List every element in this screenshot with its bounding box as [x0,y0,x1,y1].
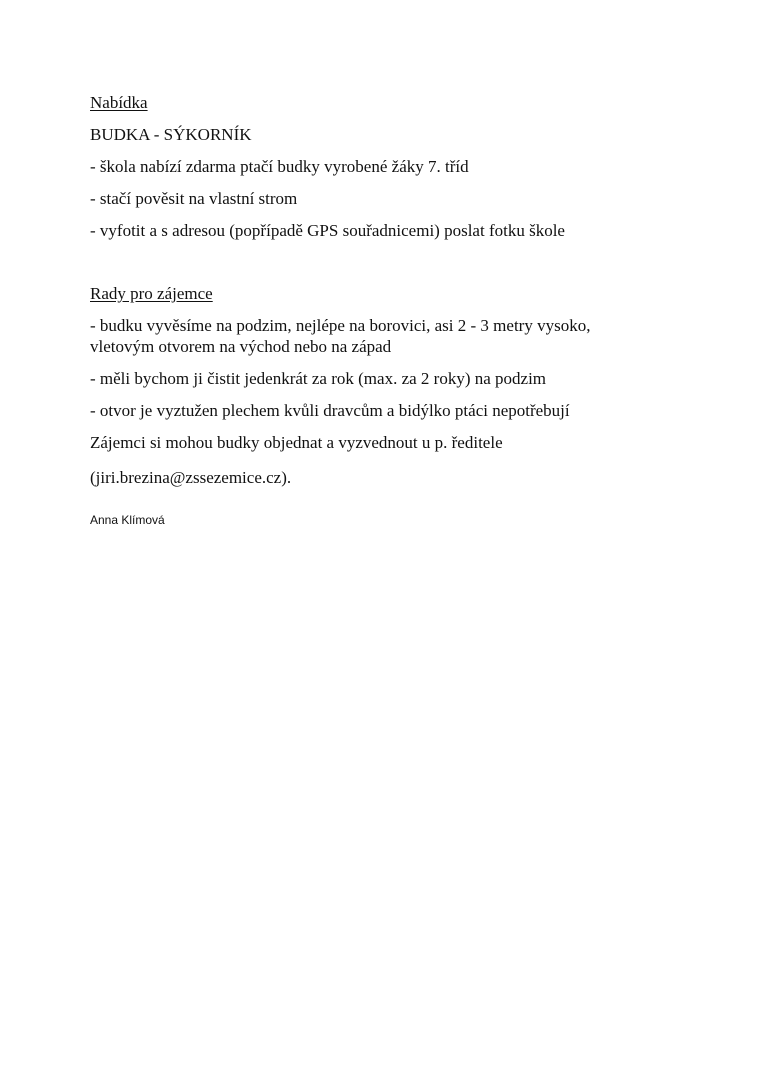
offer-title: BUDKA - SÝKORNÍK [90,125,252,144]
advice-heading: Rady pro zájemce [90,284,213,303]
advice-item-1-continuation: vletovým otvorem na východ nebo na západ [90,337,392,356]
advice-item-3: - otvor je vyztužen plechem kvůli dravcům a bidýlko ptáci nepotřebují [90,401,570,420]
document-content [90,92,690,528]
offer-item-2: - stačí pověsit na vlastní strom [90,189,298,208]
advice-item-1: - budku vyvěsíme na podzim, nejlépe na borovici, asi 2 - 3 metry vysoko, [90,316,591,335]
contact-line: Zájemci si mohou budky objednat a vyzvednout u p. ředitele [90,433,503,452]
offer-item-1: - škola nabízí zdarma ptačí budky vyrobené žáky 7. tříd [90,157,469,176]
author-name: Anna Klímová [90,513,165,527]
offer-item-3: - vyfotit a s adresou (popřípadě GPS souřadnicemi) poslat fotku škole [90,221,565,240]
offer-heading: Nabídka [90,93,148,112]
advice-item-2: - měli bychom ji čistit jedenkrát za rok (max. za 2 roky) na podzim [90,369,547,388]
contact-email: (jiri.brezina@zssezemice.cz). [90,468,292,487]
section-spacer [90,252,690,283]
